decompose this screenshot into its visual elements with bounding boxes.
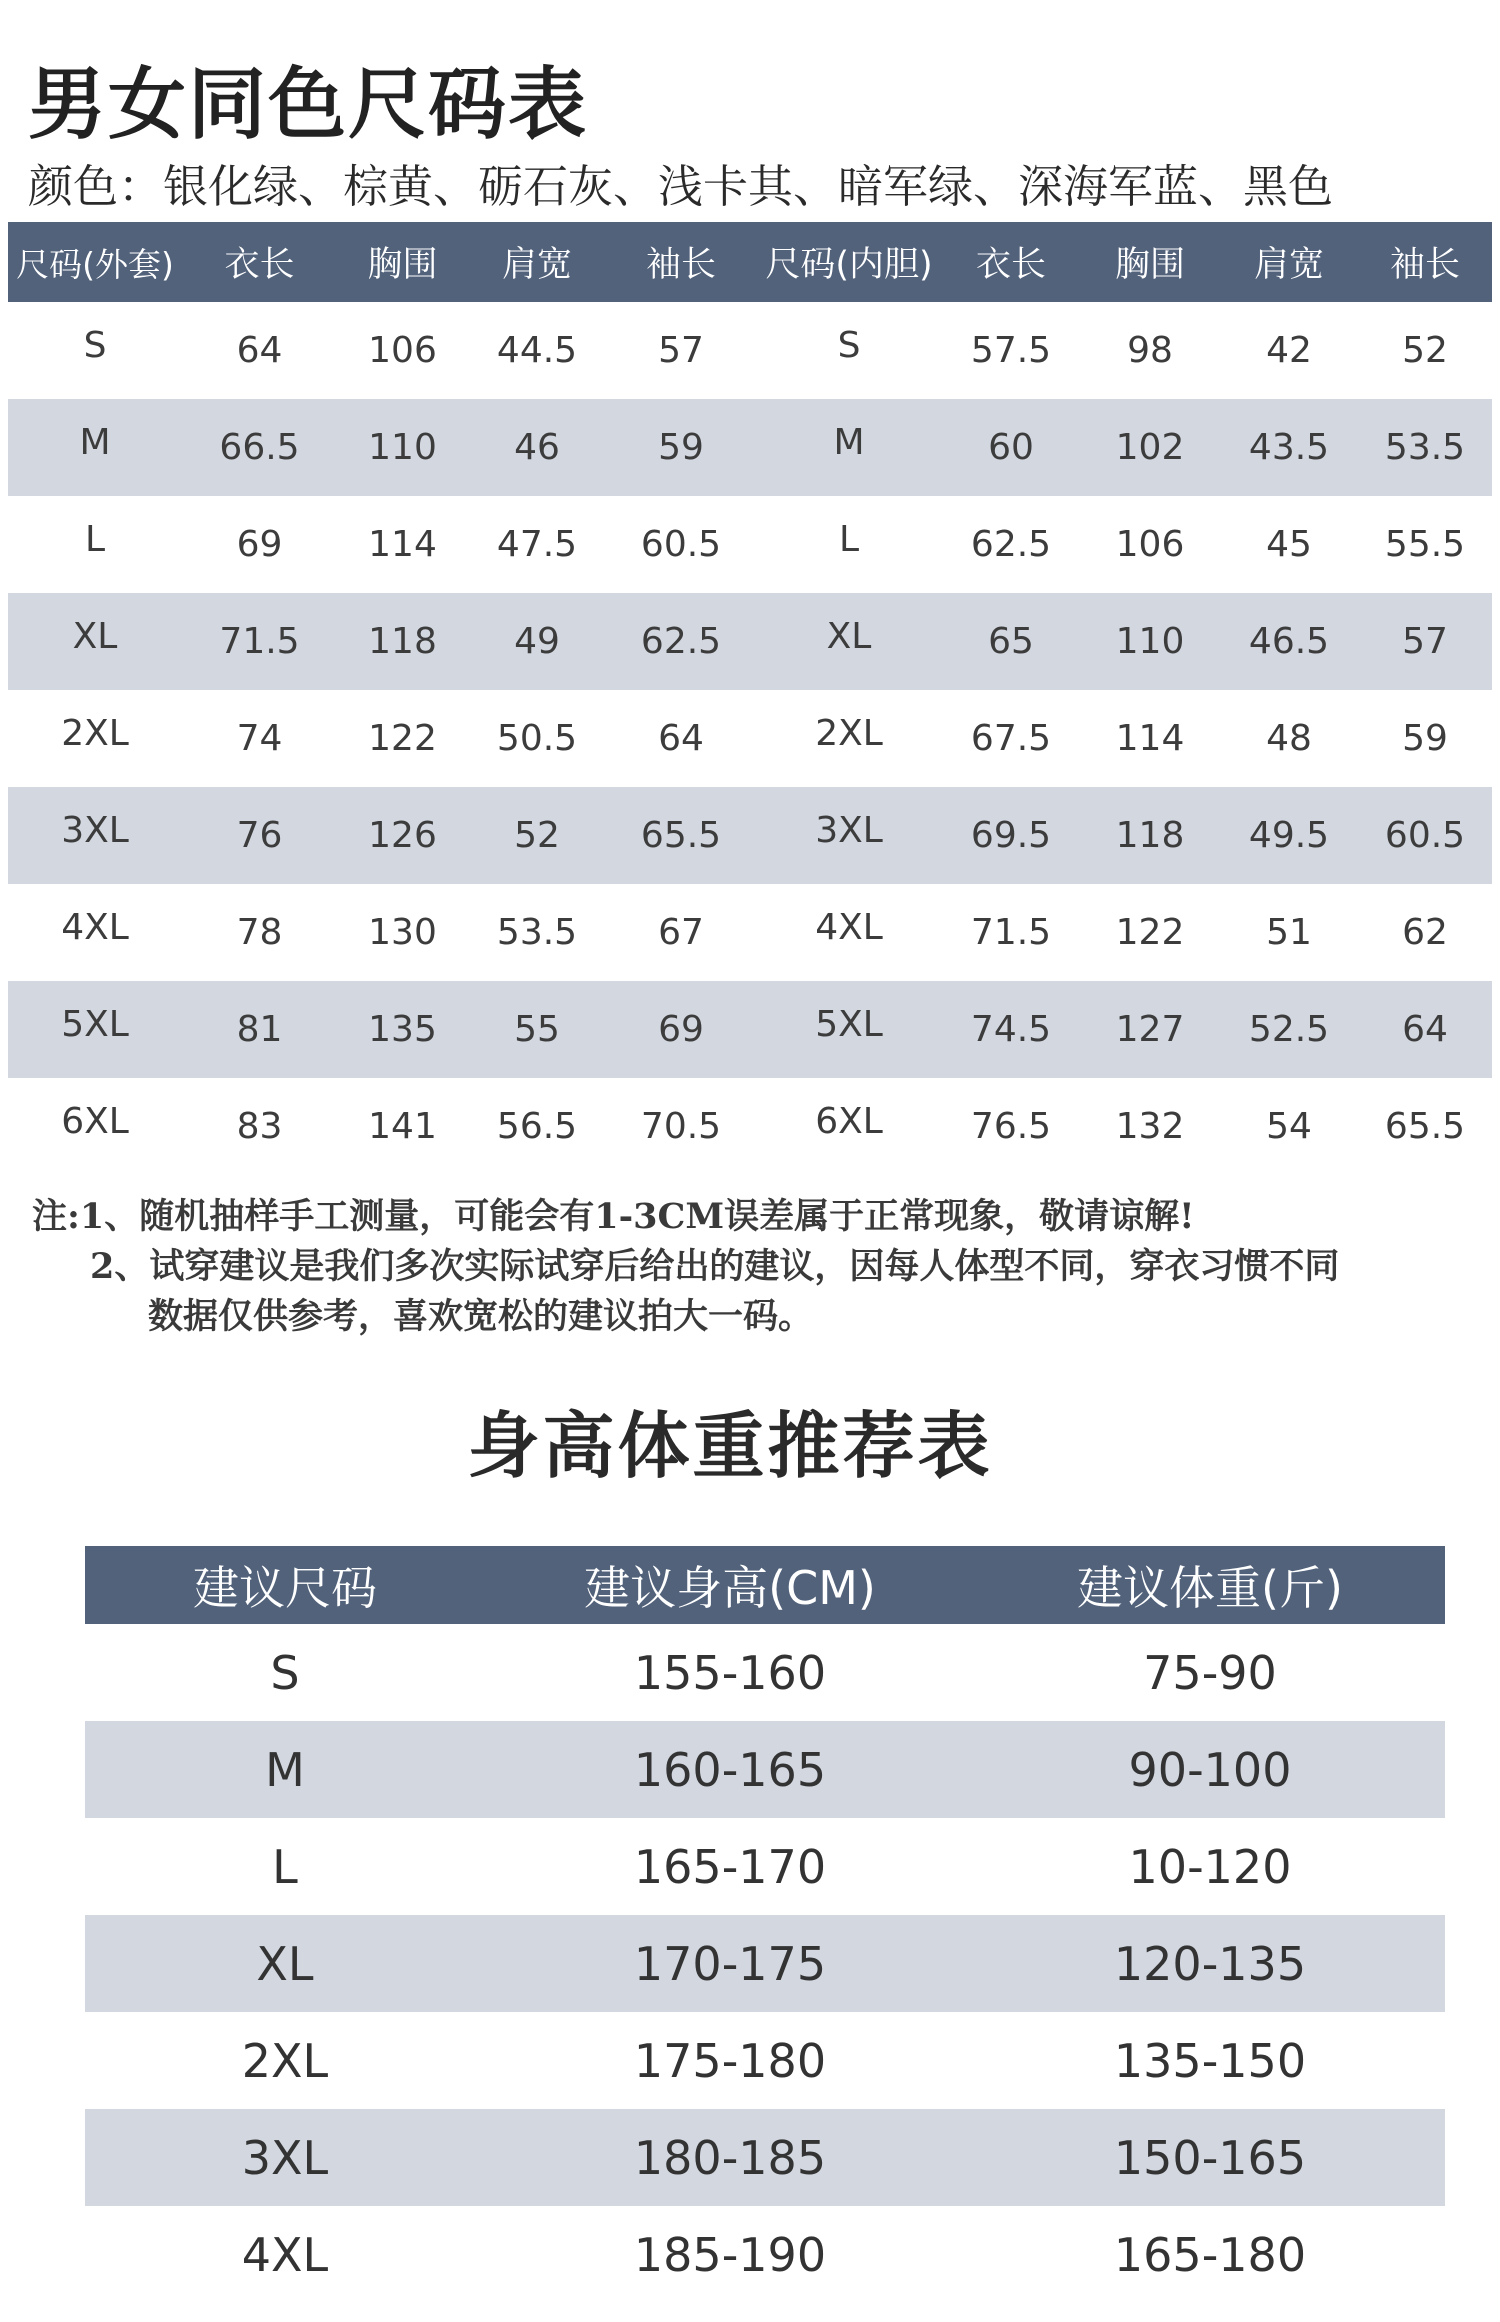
size-table-cell: 64 [236,330,283,371]
size-table-header-cell: 胸围 [367,245,438,285]
size-table-cell: 57 [658,330,704,371]
size-table-row [8,884,1492,981]
size-table-cell: 45 [1266,524,1312,565]
size-table-cell: 69.5 [970,815,1052,856]
size-table-header-cell: 肩宽 [1253,245,1324,285]
size-table-row [8,593,1492,690]
recommend-table-cell: 160-165 [633,1742,827,1797]
size-table-header-cell: 衣长 [975,245,1046,285]
recommend-table-row [85,1721,1445,1818]
size-table-cell: 59 [658,427,704,468]
size-table-cell: 44.5 [496,330,578,371]
size-table-cell: 43.5 [1248,427,1330,468]
size-table-cell: 47.5 [496,524,578,565]
size-table-cell: 56.5 [496,1106,578,1147]
size-table-row [8,496,1492,593]
recommend-table-cell: 90-100 [1128,1742,1292,1797]
size-table-cell: 81 [236,1009,283,1050]
size-table-cell: 49.5 [1248,815,1330,856]
recommend-table-cell: 150-165 [1113,2130,1307,2185]
size-table-cell: 59 [1402,718,1448,759]
size-table-cell: 65.5 [1384,1106,1466,1147]
recommend-table-cell: 170-175 [633,1936,827,1991]
recommend-table-cell: 175-180 [633,2033,827,2088]
size-table-cell: 5XL [61,1004,129,1045]
size-table-cell: 78 [236,912,283,953]
size-table-cell: 98 [1127,330,1173,371]
size-table-cell: M [833,422,865,463]
size-table-cell: 122 [1115,912,1185,953]
size-table-cell: 42 [1266,330,1312,371]
size-table-cell: 6XL [61,1101,129,1142]
page-title: 男女同色尺码表 [28,60,589,150]
color-options-text: 颜色：银化绿、棕黄、砺石灰、浅卡其、暗军绿、深海军蓝、黑色 [28,160,1334,213]
size-table-cell: S [83,325,107,366]
size-table-row [8,1078,1492,1175]
size-table-row [8,399,1492,496]
recommend-table-cell: 185-190 [633,2227,827,2282]
recommend-table-cell: 165-180 [1113,2227,1307,2282]
size-table-cell: 3XL [61,810,129,851]
size-table-cell: 110 [368,427,437,468]
size-table-cell: 57.5 [970,330,1052,371]
size-table-cell: 74 [236,718,283,759]
size-table-row [8,981,1492,1078]
size-table-cell: 66.5 [219,427,300,468]
size-table-cell: 114 [1115,718,1185,759]
height-weight-table [85,1546,1445,2303]
recommend-table-cell: XL [256,1936,314,1991]
size-table-cell: 64 [658,718,704,759]
size-table-cell: 46.5 [1248,621,1330,662]
size-table-cell: 83 [236,1106,283,1147]
size-table-cell: 122 [368,718,437,759]
size-table-cell: 62.5 [970,524,1052,565]
size-table-header [8,222,1492,302]
size-table-cell: 76.5 [970,1106,1052,1147]
size-table-cell: XL [826,616,872,657]
recommend-header-cell: 建议尺码 [193,1561,377,1615]
size-table-cell: 2XL [815,713,883,754]
size-table-cell: 126 [368,815,437,856]
note-line-1: 注:1、随机抽样手工测量，可能会有1-3CM误差属于正常现象，敬请谅解! [32,1196,1195,1237]
recommend-title: 身高体重推荐表 [467,1404,993,1488]
size-table-cell: 69 [658,1009,704,1050]
recommend-table-row [85,2109,1445,2206]
size-table-cell: 54 [1266,1106,1312,1147]
recommend-table-cell: S [270,1645,300,1700]
size-table-cell: L [838,519,860,560]
size-table-cell: 110 [1115,621,1185,662]
size-table-cell: 53.5 [496,912,578,953]
size-table-cell: 55.5 [1384,524,1466,565]
size-table-cell: 4XL [815,907,883,948]
size-table-cell: 6XL [815,1101,883,1142]
size-table-cell: 52.5 [1248,1009,1330,1050]
size-table-cell: 132 [1115,1106,1185,1147]
size-table-cell: 60.5 [1384,815,1466,856]
recommend-table-cell: 4XL [241,2227,329,2282]
size-table-cell: 65 [988,621,1034,662]
size-table-cell: 49 [514,621,560,662]
recommend-table-cell: M [265,1742,305,1797]
size-table-header-cell: 袖长 [1389,245,1460,285]
size-table-cell: 106 [1115,524,1185,565]
size-table-cell: 135 [368,1009,437,1050]
size-chart-table [8,222,1492,1175]
size-table-cell: 118 [1115,815,1185,856]
size-table-cell: 64 [1402,1009,1448,1050]
recommend-table-cell: 155-160 [633,1645,827,1700]
recommend-table-cell: 165-170 [633,1839,827,1894]
recommend-table-cell: 75-90 [1143,1645,1277,1700]
recommend-table-cell: 180-185 [633,2130,827,2185]
recommend-table-row [85,1818,1445,1915]
size-table-cell: 62.5 [640,621,722,662]
size-table-cell: 62 [1402,912,1448,953]
recommend-table-cell: 120-135 [1113,1936,1307,1991]
size-table-cell: XL [72,616,118,657]
recommend-header-cell: 建议体重(斤) [1077,1561,1343,1615]
size-table-cell: 55 [514,1009,560,1050]
recommend-table-header [85,1546,1445,1624]
size-table-cell: 60.5 [640,524,722,565]
size-table-cell: 57 [1402,621,1448,662]
size-table-header-cell: 胸围 [1114,245,1185,285]
size-table-cell: 46 [514,427,560,468]
size-table-cell: 70.5 [640,1106,722,1147]
size-table-cell: L [84,519,106,560]
recommend-table-cell: 3XL [241,2130,329,2185]
size-table-cell: 5XL [815,1004,883,1045]
size-table-cell: 53.5 [1384,427,1466,468]
size-table-cell: 3XL [815,810,883,851]
recommend-table-cell: 10-120 [1128,1839,1292,1894]
size-table-cell: 118 [368,621,437,662]
size-table-cell: 74.5 [970,1009,1052,1050]
recommend-table-cell: 135-150 [1113,2033,1307,2088]
size-table-cell: 71.5 [970,912,1052,953]
size-table-row [8,787,1492,884]
size-table-cell: 71.5 [219,621,300,662]
size-table-row [8,302,1492,399]
size-table-cell: 51 [1266,912,1312,953]
size-table-cell: 102 [1115,427,1185,468]
size-table-cell: M [79,422,111,463]
size-table-cell: 2XL [61,713,129,754]
size-table-cell: 65.5 [640,815,722,856]
recommend-table-row [85,2206,1445,2303]
size-table-cell: 52 [514,815,560,856]
recommend-table-row [85,1915,1445,2012]
size-table-cell: 76 [236,815,283,856]
recommend-table-cell: 2XL [241,2033,329,2088]
size-table-cell: 106 [368,330,437,371]
size-table-cell: 67 [658,912,704,953]
size-table-cell: 48 [1266,718,1312,759]
size-table-cell: 60 [988,427,1034,468]
size-table-header-cell: 尺码(外套) [16,244,174,284]
recommend-table-row [85,1624,1445,1721]
size-table-header-cell: 衣长 [224,245,295,285]
size-table-header-cell: 尺码(内胆) [765,245,933,285]
size-table-header-cell: 肩宽 [501,245,572,285]
recommend-table-row [85,2012,1445,2109]
size-table-cell: 141 [368,1106,437,1147]
size-table-cell: 4XL [61,907,129,948]
size-table-row [8,690,1492,787]
size-table-cell: 50.5 [496,718,578,759]
size-table-cell: 52 [1402,330,1448,371]
recommend-table-cell: L [272,1839,298,1894]
note-line-3: 数据仅供参考，喜欢宽松的建议拍大一码。 [148,1296,814,1337]
notes [32,1192,1482,1342]
size-table-header-cell: 袖长 [645,245,716,285]
size-table-cell: 114 [368,524,437,565]
recommend-header-cell: 建议身高(CM) [584,1561,876,1615]
size-table-cell: 69 [236,524,283,565]
size-table-cell: S [837,325,861,366]
size-table-cell: 67.5 [970,718,1052,759]
size-table-cell: 130 [368,912,437,953]
size-table-cell: 127 [1115,1009,1185,1050]
note-line-2: 2、试穿建议是我们多次实际试穿后给出的建议，因每人体型不同，穿衣习惯不同 [90,1246,1340,1287]
